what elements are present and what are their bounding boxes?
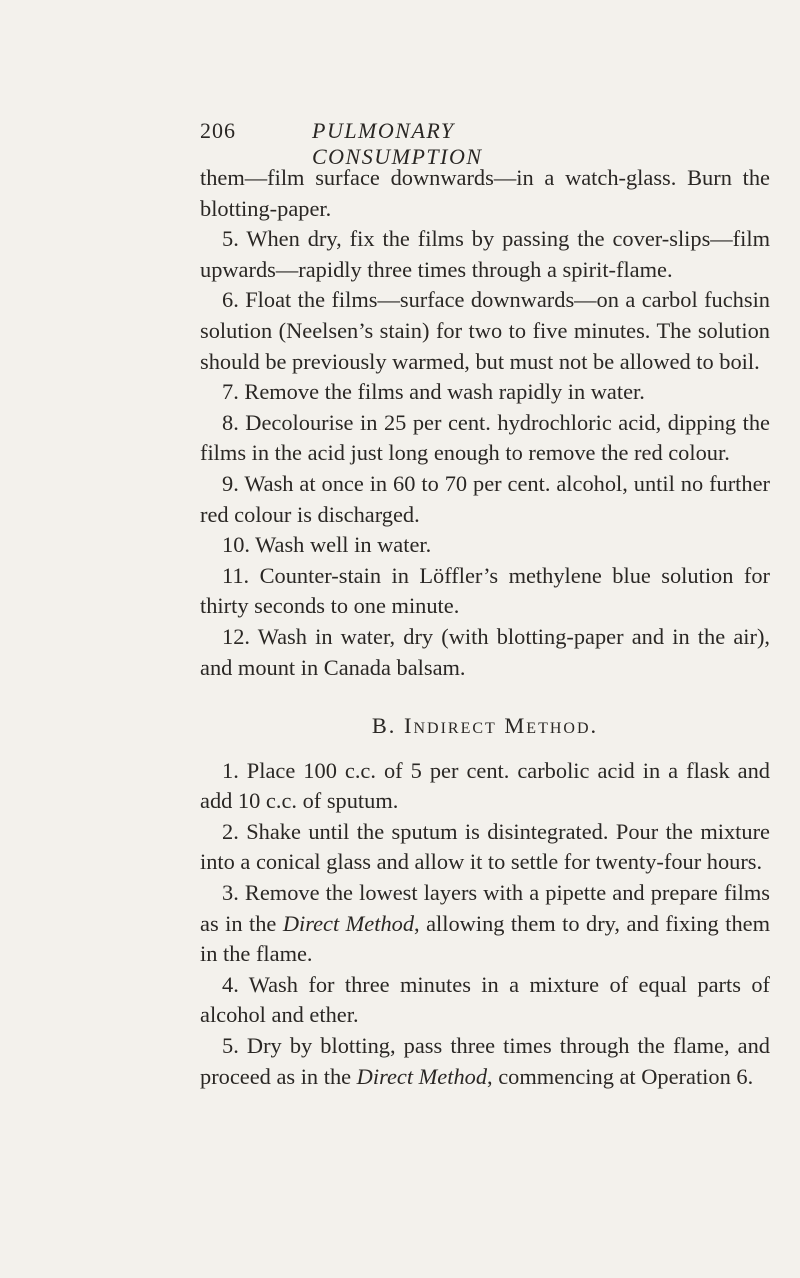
body-text bbox=[200, 163, 770, 1092]
paragraph-step-7: 7. Remove the films and wash rapidly in water. bbox=[222, 379, 645, 405]
paragraph-step-6: 6. Float the films—surface downwards—on a carbol fuchsin solution (Neelsen’s stain) for two to five minutes. The solution should be previously warmed, but must not be allowed to boil. bbox=[200, 287, 770, 374]
paragraph-b-step-4: 4. Wash for three minutes in a mixture of equal parts of alcohol and ether. bbox=[200, 971, 770, 1028]
paragraph-step-9: 9. Wash at once in 60 to 70 per cent. alcohol, until no further red colour is discharged. bbox=[200, 470, 770, 527]
paragraph-step-12: 12. Wash in water, dry (with blotting-paper and in the air), and mount in Canada balsam. bbox=[200, 623, 770, 680]
paragraph-step-10: 10. Wash well in water. bbox=[222, 532, 432, 558]
paragraph-step-5: 5. When dry, fix the films by passing the cover-slips—film upwards—rapidly three times through a spirit-flame. bbox=[200, 226, 770, 282]
page-header bbox=[200, 118, 620, 169]
paragraph-b-step-5-text-b: , commencing at Operation 6. bbox=[487, 1063, 754, 1089]
page-number: 206 bbox=[200, 118, 236, 143]
paragraph-b-step-3-text-b: , allowing them to dry, and fixing them in the flame. bbox=[200, 910, 770, 967]
running-title: PULMONARY CONSUMPTION bbox=[312, 118, 483, 169]
paragraph-continuation: them—film surface downwards—in a watch-glass. Burn the blotting-paper. bbox=[200, 165, 770, 221]
section-heading-indirect-method: B. Indirect Method. bbox=[371, 713, 599, 739]
paragraph-b-step-3-text-a: 3. Remove the lowest layers with a pipette and prepare films as in the bbox=[200, 880, 770, 936]
paragraph-b-step-3 bbox=[200, 878, 770, 970]
paragraph-step-8: 8. Decolourise in 25 per cent. hydrochloric acid, dipping the films in the acid just long enough to remove the red colour. bbox=[200, 409, 770, 466]
paragraph-b-step-2: 2. Shake until the sputum is disintegrated. Pour the mixture into a conical glass and allow it to settle for twenty-four hours. bbox=[200, 818, 770, 875]
paragraph-b-step-3-italic: Direct Method bbox=[282, 910, 415, 936]
paragraph-b-step-5-italic: Direct Method bbox=[356, 1063, 488, 1089]
paragraph-step-11: 11. Counter-stain in Löffler’s methylene blue solution for thirty seconds to one minute. bbox=[200, 562, 770, 619]
paragraph-b-step-1: 1. Place 100 c.c. of 5 per cent. carbolic acid in a flask and add 10 c.c. of sputum. bbox=[200, 757, 770, 814]
paragraph-b-step-5 bbox=[200, 1031, 770, 1092]
paragraph-b-step-5-text-a: 5. Dry by blotting, pass three times through the flame, and proceed as in the bbox=[200, 1033, 770, 1089]
